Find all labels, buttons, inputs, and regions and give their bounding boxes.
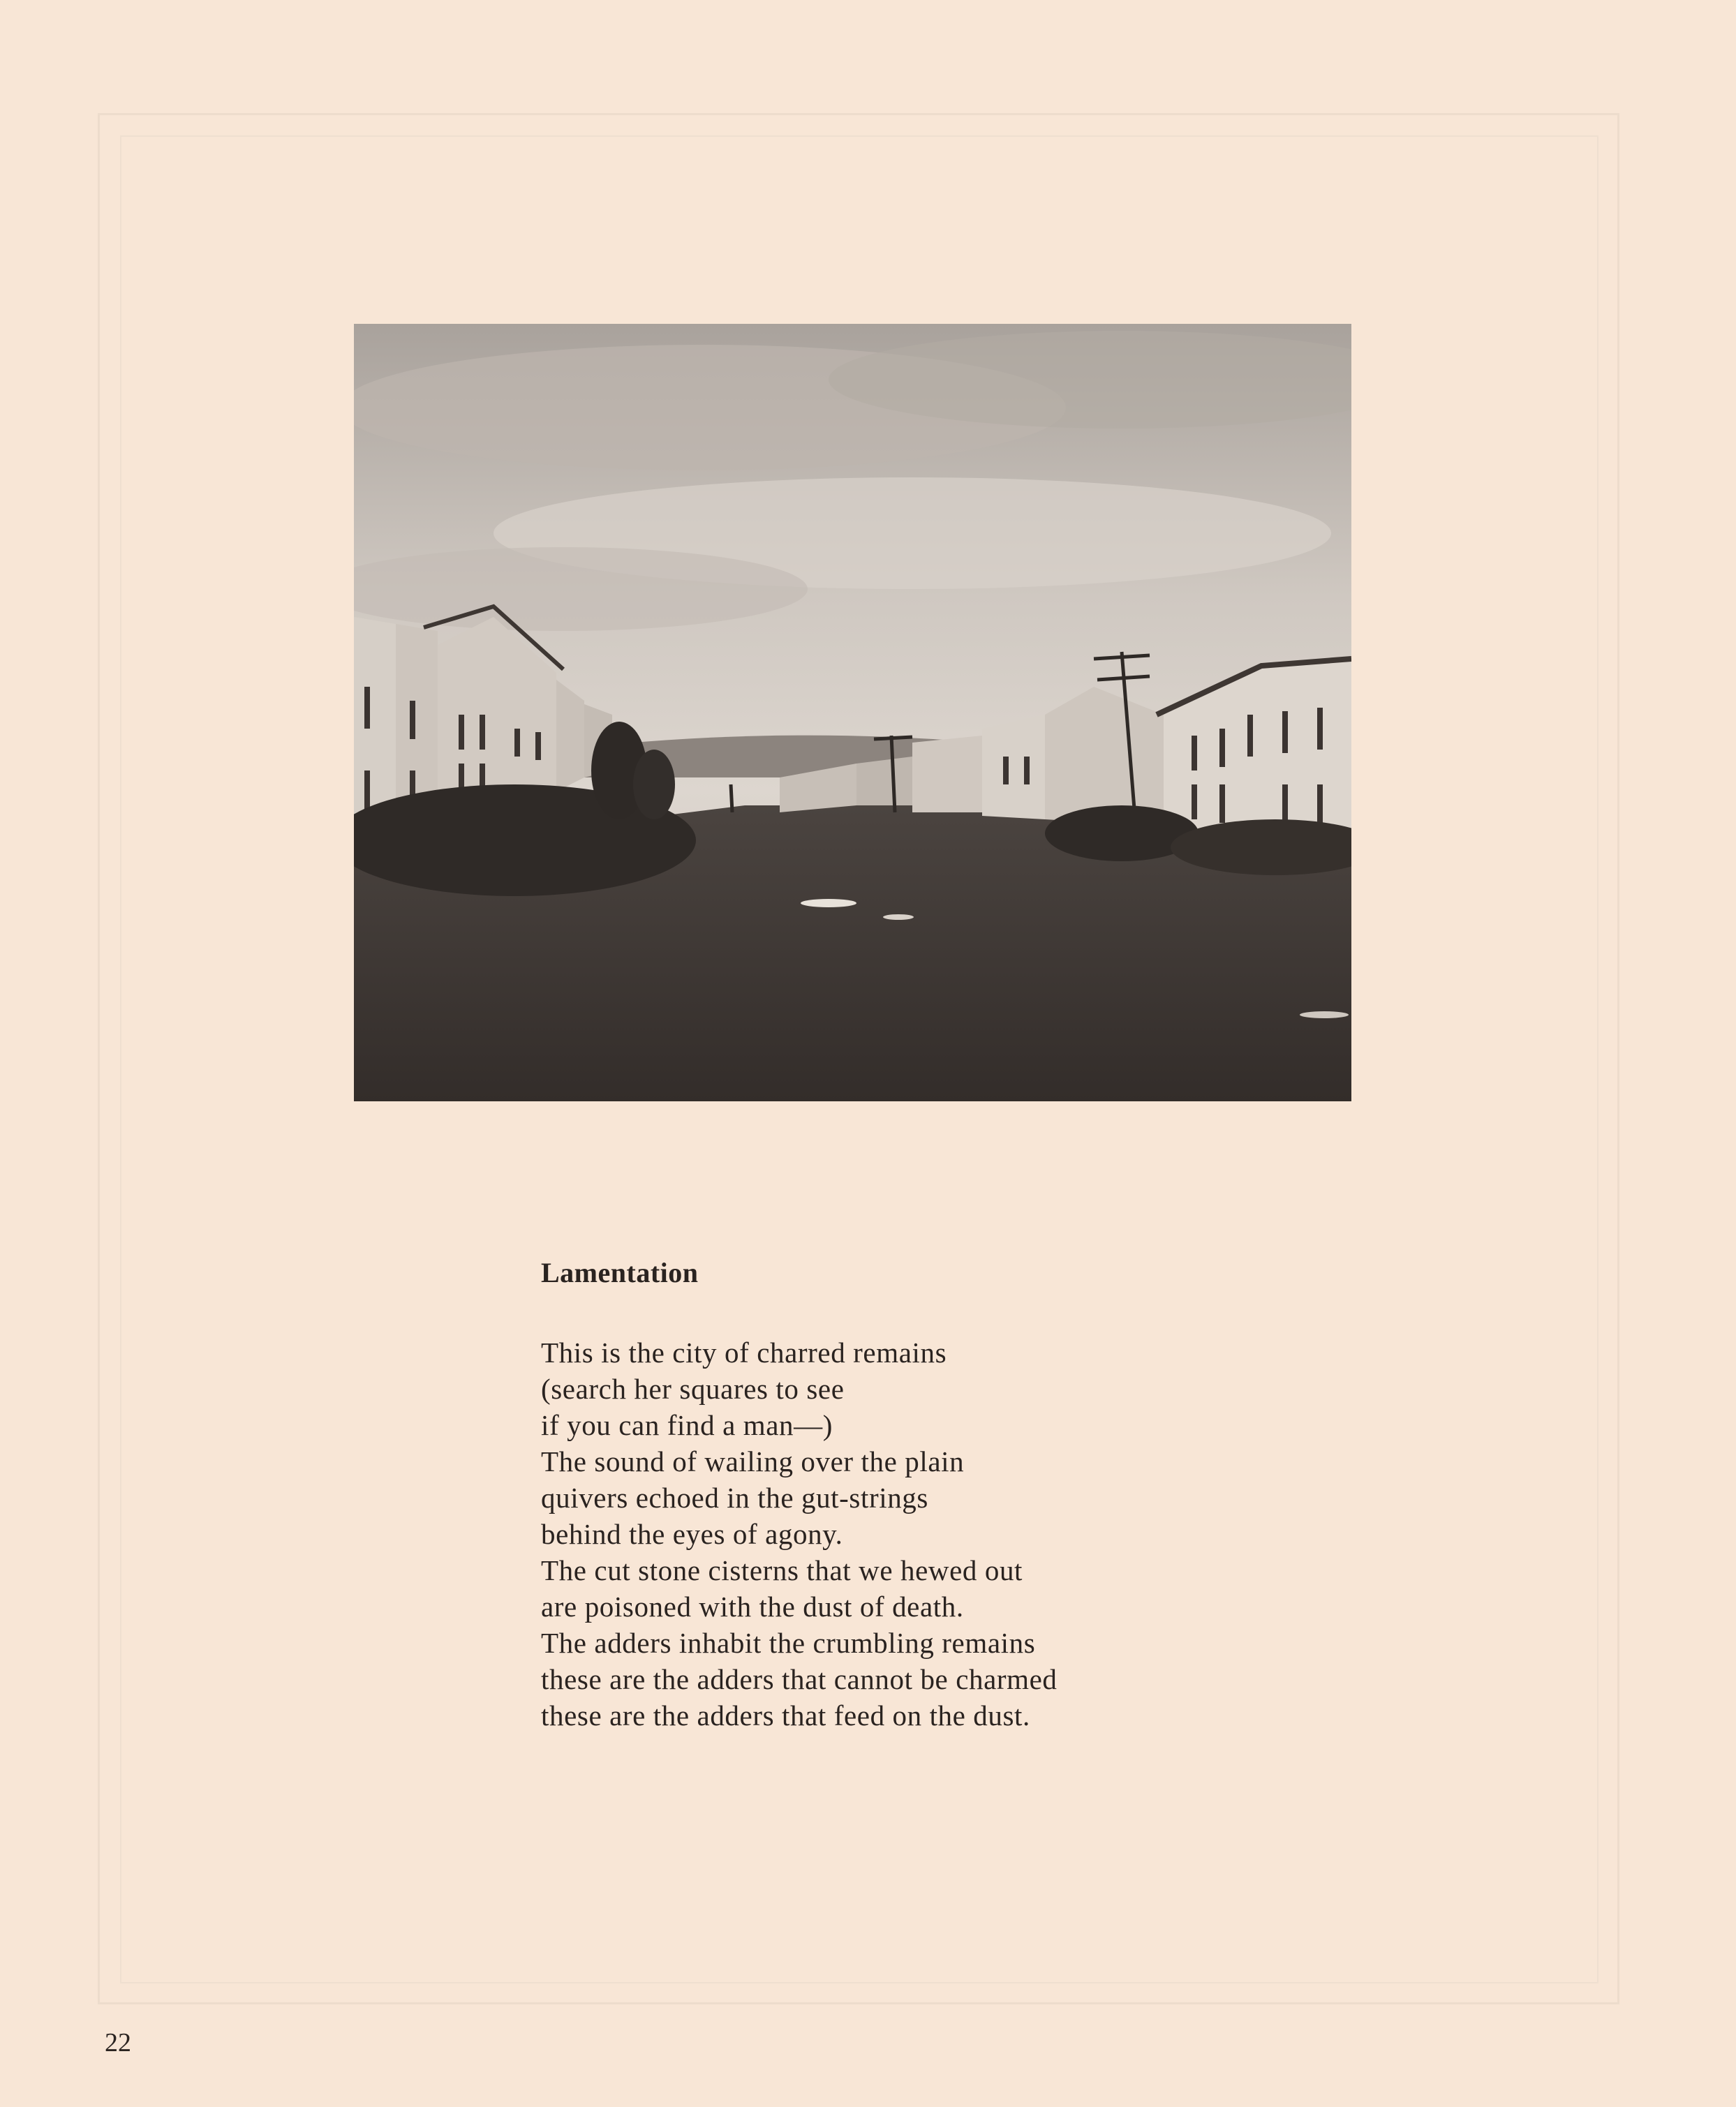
poem-line: quivers echoed in the gut-strings: [541, 1482, 928, 1514]
page-number: 22: [105, 2028, 131, 2057]
poem-line: The cut stone cisterns that we hewed out: [541, 1554, 1023, 1586]
poem-line: (search her squares to see: [541, 1373, 845, 1405]
poem-line: The adders inhabit the crumbling remains: [541, 1627, 1036, 1659]
poem-line: are poisoned with the dust of death.: [541, 1591, 964, 1623]
poem-body: [541, 1334, 1058, 1734]
poem-line: This is the city of charred remains: [541, 1337, 947, 1369]
poem-line: if you can find a man—): [541, 1409, 833, 1441]
poem-line: The sound of wailing over the plain: [541, 1445, 965, 1477]
poem-line: these are the adders that cannot be charmed: [541, 1663, 1058, 1695]
street-photo-icon: [354, 324, 1351, 1101]
poem-line: behind the eyes of agony.: [541, 1518, 843, 1550]
poem-line: these are the adders that feed on the dust.: [541, 1699, 1030, 1732]
street-photo: [354, 324, 1351, 1101]
poem-title: Lamentation: [541, 1257, 699, 1288]
